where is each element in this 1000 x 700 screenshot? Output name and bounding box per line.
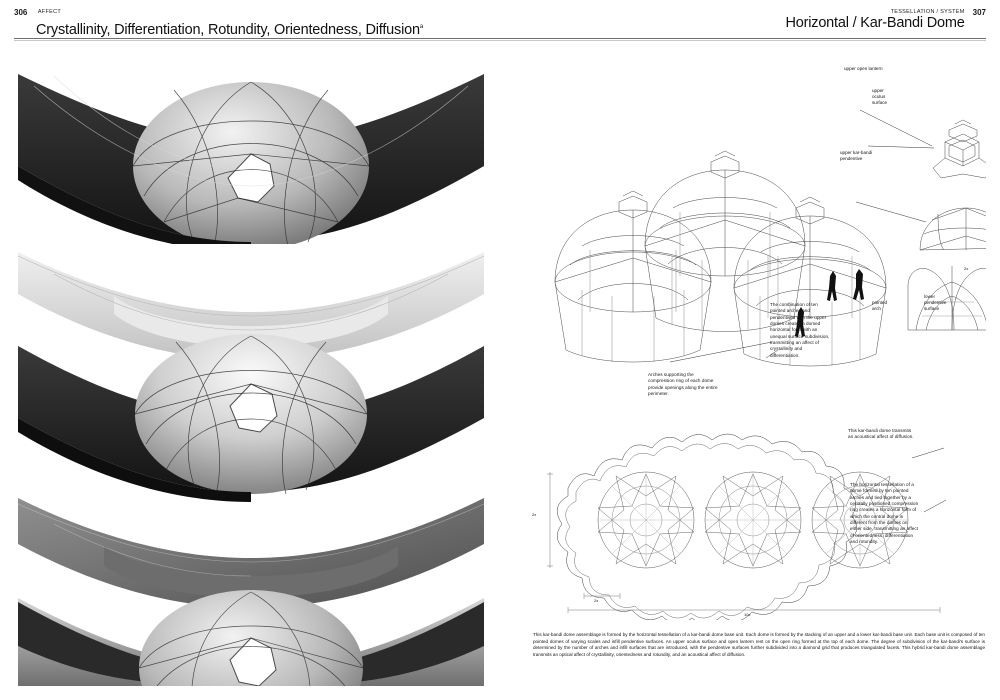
label-dimension-2x: 2x xyxy=(964,266,969,271)
header-rule-secondary xyxy=(14,40,986,41)
render-module-1 xyxy=(14,66,488,252)
folio-left: 306 xyxy=(14,8,28,17)
page-title-left-text: Crystallinity, Differentiation, Rotundity, Orientedness, Diffusion xyxy=(36,22,420,38)
runhead-right: TESSELLATION / SYSTEM xyxy=(890,9,965,15)
page-title-left xyxy=(14,22,494,38)
page-title-superscript: a xyxy=(419,24,423,31)
folio-right: 307 xyxy=(972,8,986,17)
plan-dimension-module: 2x xyxy=(594,598,599,603)
runhead-left: AFFECT xyxy=(37,9,62,15)
page-caption: This kar-bandi dome assemblage is formed by the horizontal tessellation of a kar-bandi dome base unit. Each dome is formed by the stacking of an upper and a lower kar-bandi base unit. Each base unit is composed of ten pointed domes of varying scales and infill pendentive surfaces. An upper oculus surface and open lantern rest on the open ring formed at the top of each dome. The degree of subdivision of the kar-bandi's surface is determined by the number of arches and infill surfaces that are introduced, with the pendentive surfaces further subdivided into a diamond grid that produces triangulated facets. This hybrid kar-bandi dome assemblage transmits an optical affect of crystallinity, orientedness and rotundity, and an acoustical affect of diffusion. xyxy=(533,632,985,657)
render-module-3 xyxy=(18,334,484,502)
label-pointed-arch: pointed arch xyxy=(872,300,888,312)
annotation-horizontal-tessellation-note: The horizontal tessellation of a dome formed by ten pointed arches and tied together by a centrally positioned compression ring creates a horizontal form of which the central dome is different from the domes on either side, transmitting an affect of orientedness, differentiation and rotundity. xyxy=(850,482,919,544)
annotation-acoustical-note: This kar-bandi dome transmits an acoustical affect of diffusion. xyxy=(848,428,914,440)
page-title-right: Horizontal / Kar-Bandi Dome xyxy=(785,15,965,31)
label-upper-open-lantern: upper open lantern xyxy=(844,66,883,71)
label-upper-oculus-surface: upper oculus surface xyxy=(872,88,888,106)
annotation-combination-note: The combination of ten pointed arches and pendentives with the upper domes creates a domed horizontal form with an unequal surface subdivision, transmitting an affect of crystallinity and differentiation. xyxy=(770,302,830,358)
annotation-arches-note: Arches supporting the compression ring of each dome provide openings along the entire perimeter. xyxy=(648,372,718,396)
rendering-plate xyxy=(14,46,488,686)
header-rule xyxy=(14,38,986,39)
detail-upper-kar-bandi-pendentive xyxy=(920,208,986,250)
plan-diagram xyxy=(520,420,986,620)
dome-renderings xyxy=(14,46,488,686)
plan-dimension-total: 10x xyxy=(744,612,751,617)
header-right xyxy=(516,6,986,31)
label-lower-pendentive-surface: lower pendentive surface xyxy=(924,294,947,312)
label-upper-kar-bandi-pendentive: upper kar-bandi pendentive xyxy=(840,150,873,162)
axonometric-linework xyxy=(520,50,986,440)
main-dome-assemblage xyxy=(555,151,886,366)
plan-dimension-height: 2x xyxy=(532,512,537,517)
header-left xyxy=(14,6,494,38)
detail-upper-open-lantern xyxy=(933,120,986,178)
axonometric-diagram xyxy=(520,50,986,440)
render-module-5 xyxy=(18,590,484,686)
